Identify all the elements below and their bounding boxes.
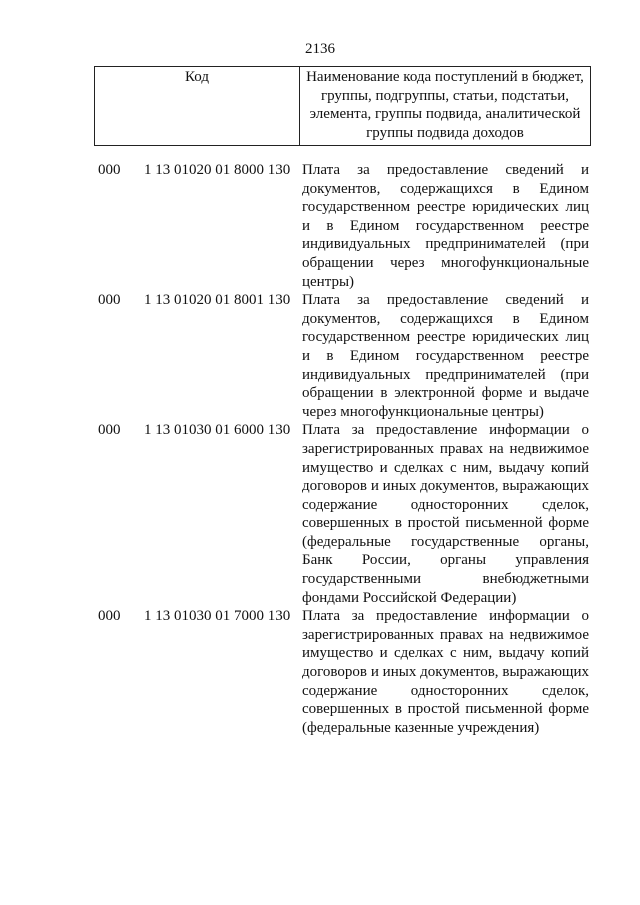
- header-table: [94, 66, 591, 146]
- page-number: 2136: [305, 41, 335, 57]
- income-code: 1 13 01030 01 6000 130: [144, 422, 291, 439]
- income-name: Плата за предоставление сведений и документов, содержащихся в Едином государственном реестре юридических лиц и в Едином государственном реестре индивидуальных предпринимателей (при обращении в электронной форме и выдаче через многофункциональные центры): [302, 292, 589, 420]
- name-column-header: Наименование кода поступлений в бюджет, группы, подгруппы, статьи, подстатьи, элемента, группы подвида, аналитической группы подвида доходов: [300, 67, 591, 146]
- list-item: [98, 421, 590, 607]
- income-code-list: [98, 161, 590, 737]
- code-column-header: Код: [95, 67, 300, 146]
- income-code: 1 13 01020 01 8001 130: [144, 292, 291, 309]
- list-item: [98, 161, 590, 291]
- income-name: Плата за предоставление информации о зарегистрированных правах на недвижимое имущество и сделках с ним, выдачу копий договоров и иных документов, выражающих содержание односторонних сделок, совершенных в простой письменной форме (федеральные государственные органы, Банк России, органы управления государственными внебюджетными фондами Российской Федерации): [302, 422, 589, 606]
- income-code: 1 13 01030 01 7000 130: [144, 608, 291, 625]
- admin-code: 000: [98, 292, 121, 309]
- list-item: [98, 607, 590, 737]
- list-item: [98, 291, 590, 421]
- admin-code: 000: [98, 162, 121, 178]
- admin-code: 000: [98, 422, 121, 439]
- admin-code: 000: [98, 608, 121, 625]
- income-name: Плата за предоставление сведений и документов, содержащихся в Едином государственном реестре юридических лиц и в Едином государственном реестре индивидуальных предпринимателей (при обращении через многофункциональные центры): [302, 162, 589, 290]
- income-code: 1 13 01020 01 8000 130: [144, 162, 291, 178]
- income-name: Плата за предоставление информации о зарегистрированных правах на недвижимое имущество и сделках с ним, выдачу копий договоров и иных документов, выражающих содержание односторонних сделок, совершенных в простой письменной форме (федеральные казенные учреждения): [302, 608, 589, 736]
- header-row: [95, 67, 591, 146]
